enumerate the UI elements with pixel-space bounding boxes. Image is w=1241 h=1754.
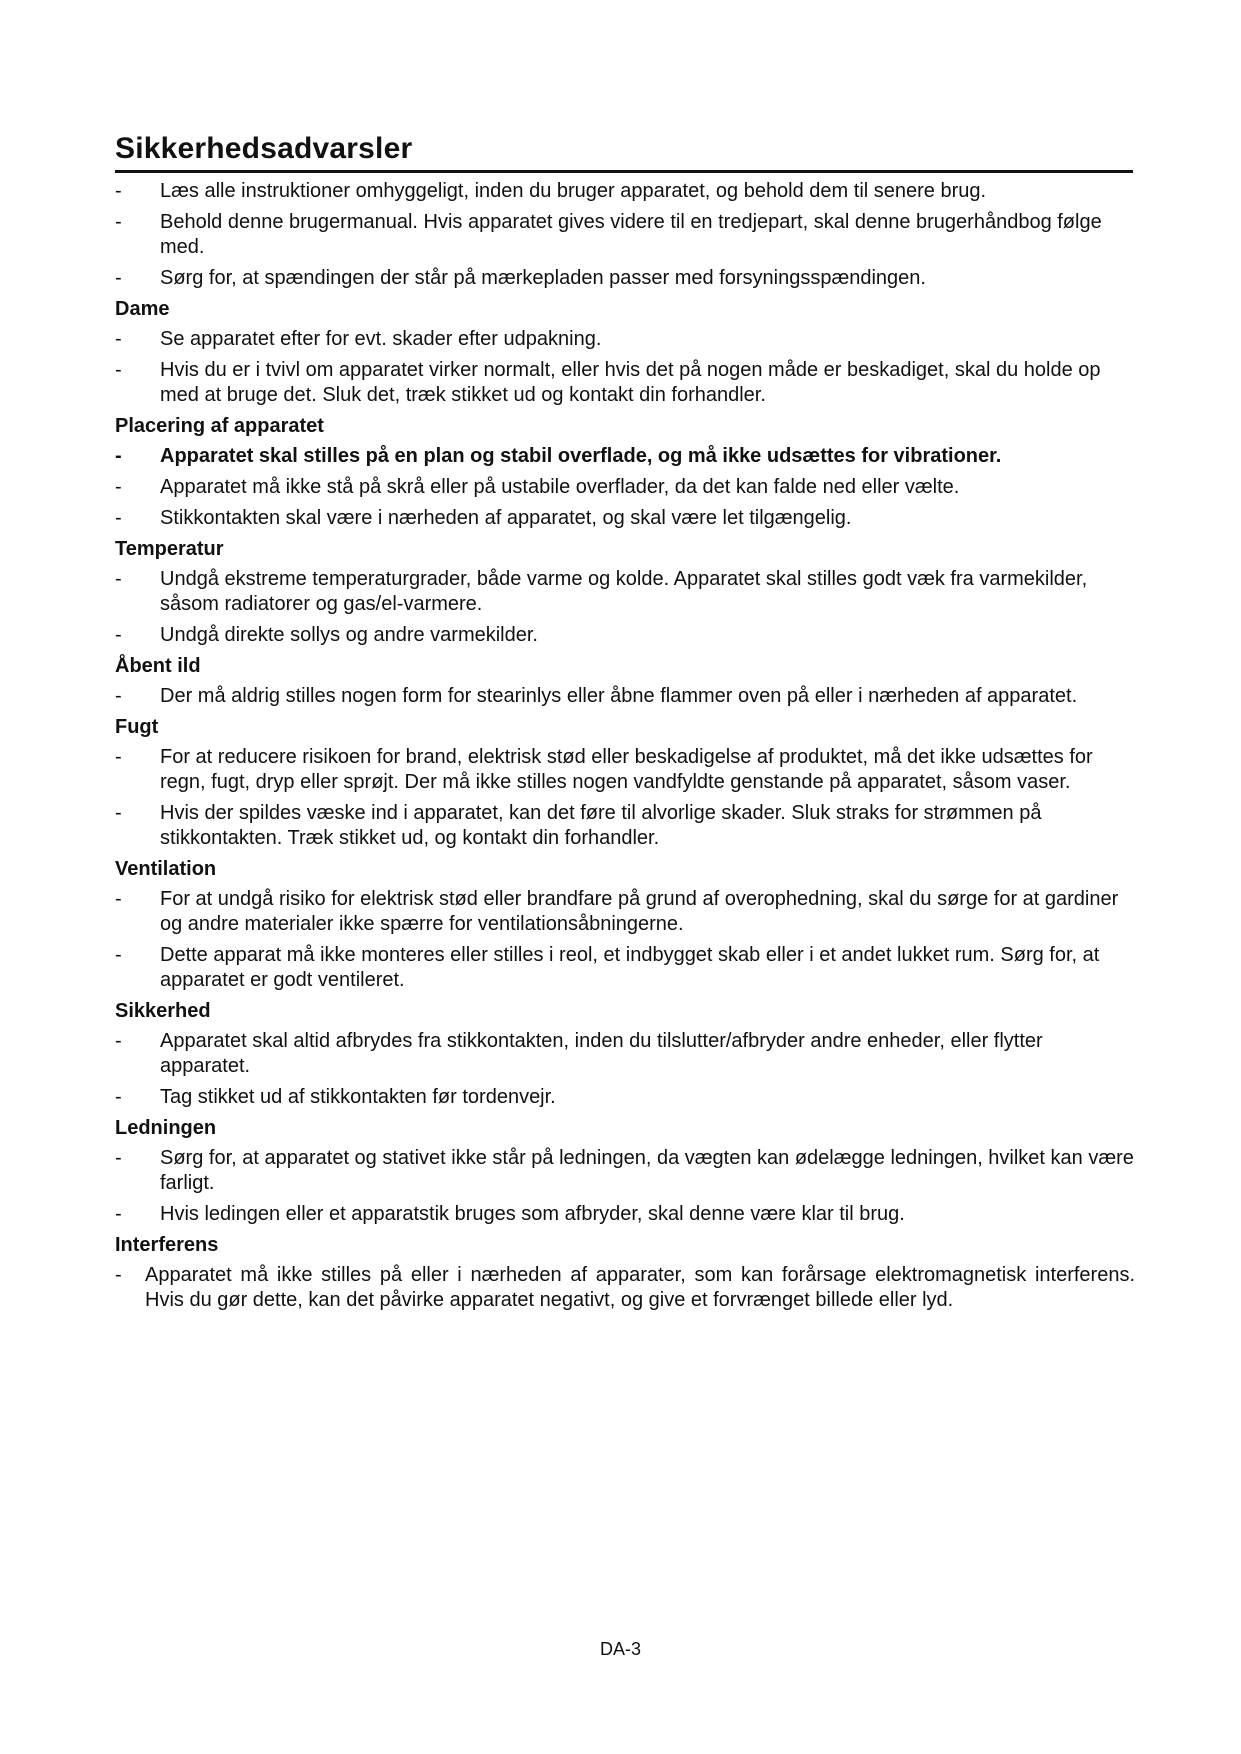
bullet-dash: - xyxy=(115,180,122,202)
bullet-dash: - xyxy=(115,267,122,289)
list-item-text: Undgå direkte sollys og andre varmekilder. xyxy=(160,624,538,646)
title-rule xyxy=(115,170,1133,173)
list-item-text: Se apparatet efter for evt. skader efter udpakning. xyxy=(160,328,602,350)
bullet-dash: - xyxy=(115,685,122,707)
list-item xyxy=(115,475,1135,500)
list-item-text: Apparatet må ikke stå på skrå eller på ustabile overflader, da det kan falde ned eller vælte. xyxy=(160,476,960,498)
list-item xyxy=(115,887,1135,937)
bullet-dash: - xyxy=(115,1086,122,1108)
section-heading-temperatur: Temperatur xyxy=(115,538,224,560)
list-item-text: For at reducere risikoen for brand, elektrisk stød eller beskadigelse af produktet, må det ikke udsættes for regn, fugt, dryp eller sprøjt. Der må ikke stilles nogen vandfyldte genstande på apparatet, såsom vaser. xyxy=(160,746,1093,793)
bullet-dash: - xyxy=(115,1203,122,1225)
section-heading-ventilation: Ventilation xyxy=(115,858,217,880)
list-item xyxy=(115,210,1135,260)
bullet-dash: - xyxy=(115,445,122,467)
list-item-text: Apparatet må ikke stilles på eller i nærheden af apparater, som kan forårsage elektromagnetisk interferens. Hvis du gør dette, kan det påvirke apparatet negativt, og give et forvrænget billede eller lyd. xyxy=(145,1264,1135,1311)
list-item-text: Hvis der spildes væske ind i apparatet, kan det føre til alvorlige skader. Sluk straks for strømmen på stikkontakten. Træk stikket ud, og kontakt din forhandler. xyxy=(160,802,1042,849)
list-item-text: Apparatet skal altid afbrydes fra stikkontakten, inden du tilslutter/afbryder andre enheder, eller flytter apparatet. xyxy=(160,1030,1043,1077)
bullet-dash: - xyxy=(115,476,122,498)
list-item xyxy=(115,327,1135,352)
list-item xyxy=(115,684,1135,709)
bullet-dash: - xyxy=(115,328,122,350)
page-number: DA-3 xyxy=(599,1639,641,1659)
bullet-dash: - xyxy=(115,568,122,590)
list-item xyxy=(115,266,1135,291)
list-item xyxy=(115,179,1135,204)
list-item xyxy=(115,567,1135,617)
safety-content xyxy=(115,179,1135,1319)
section-heading-fugt: Fugt xyxy=(115,716,159,738)
list-item-text: Der må aldrig stilles nogen form for stearinlys eller åbne flammer oven på eller i nærheden af apparatet. xyxy=(160,685,1078,707)
list-item xyxy=(115,745,1135,795)
list-item-text: Sørg for, at spændingen der står på mærkepladen passer med forsyningsspændingen. xyxy=(160,267,926,289)
list-item xyxy=(115,1202,1135,1227)
bullet-dash: - xyxy=(115,359,122,381)
list-item-text: Apparatet skal stilles på en plan og stabil overflade, og må ikke udsættes for vibrationer. xyxy=(160,445,1002,467)
list-item-text: Undgå ekstreme temperaturgrader, både varme og kolde. Apparatet skal stilles godt væk fra varmekilder, såsom radiatorer og gas/el-varmere. xyxy=(160,568,1088,615)
bullet-dash: - xyxy=(115,746,122,768)
section-heading-ledningen: Ledningen xyxy=(115,1117,217,1139)
list-item-emphasis xyxy=(115,444,1135,469)
list-item-text: For at undgå risiko for elektrisk stød eller brandfare på grund af overophedning, skal du sørge for at gardiner og andre materialer ikke spærre for ventilationsåbningerne. xyxy=(160,888,1119,935)
bullet-dash: - xyxy=(115,1147,122,1169)
list-item xyxy=(115,801,1135,851)
list-item xyxy=(115,1146,1135,1196)
list-item xyxy=(115,623,1135,648)
list-item-text: Stikkontakten skal være i nærheden af apparatet, og skal være let tilgængelig. xyxy=(160,507,852,529)
bullet-dash: - xyxy=(115,888,122,910)
section-heading-placering: Placering af apparatet xyxy=(115,415,324,437)
list-item xyxy=(115,1263,1135,1313)
bullet-dash: - xyxy=(115,507,122,529)
bullet-dash: - xyxy=(115,211,122,233)
list-item xyxy=(115,358,1135,408)
list-item-text: Læs alle instruktioner omhyggeligt, inden du bruger apparatet, og behold dem til senere brug. xyxy=(160,180,987,202)
bullet-dash: - xyxy=(115,624,122,646)
bullet-dash: - xyxy=(115,944,122,966)
list-item-text: Hvis ledingen eller et apparatstik bruges som afbryder, skal denne være klar til brug. xyxy=(160,1203,905,1225)
list-item-text: Sørg for, at apparatet og stativet ikke står på ledningen, da vægten kan ødelægge ledningen, hvilket kan være farligt. xyxy=(160,1147,1134,1194)
bullet-dash: - xyxy=(115,1264,122,1286)
list-item-text: Tag stikket ud af stikkontakten før tordenvejr. xyxy=(160,1086,556,1108)
bullet-dash: - xyxy=(115,802,122,824)
page-title: Sikkerhedsadvarsler xyxy=(115,132,413,165)
list-item xyxy=(115,1085,1135,1110)
list-item-text: Hvis du er i tvivl om apparatet virker normalt, eller hvis det på nogen måde er beskadiget, skal du holde op med at bruge det. Sluk det, træk stikket ud og kontakt din forhandler. xyxy=(160,359,1101,406)
section-heading-interferens: Interferens xyxy=(115,1234,219,1256)
section-heading-dame: Dame xyxy=(115,298,170,320)
list-item xyxy=(115,1029,1135,1079)
bullet-dash: - xyxy=(115,1030,122,1052)
section-heading-sikkerhed: Sikkerhed xyxy=(115,1000,211,1022)
list-item-text: Dette apparat må ikke monteres eller stilles i reol, et indbygget skab eller i et andet lukket rum. Sørg for, at apparatet er godt ventileret. xyxy=(160,944,1100,991)
section-heading-aabent-ild: Åbent ild xyxy=(115,655,201,677)
list-item-text: Behold denne brugermanual. Hvis apparatet gives videre til en tredjepart, skal denne brugerhåndbog følge med. xyxy=(160,211,1102,258)
list-item xyxy=(115,943,1135,993)
list-item xyxy=(115,506,1135,531)
